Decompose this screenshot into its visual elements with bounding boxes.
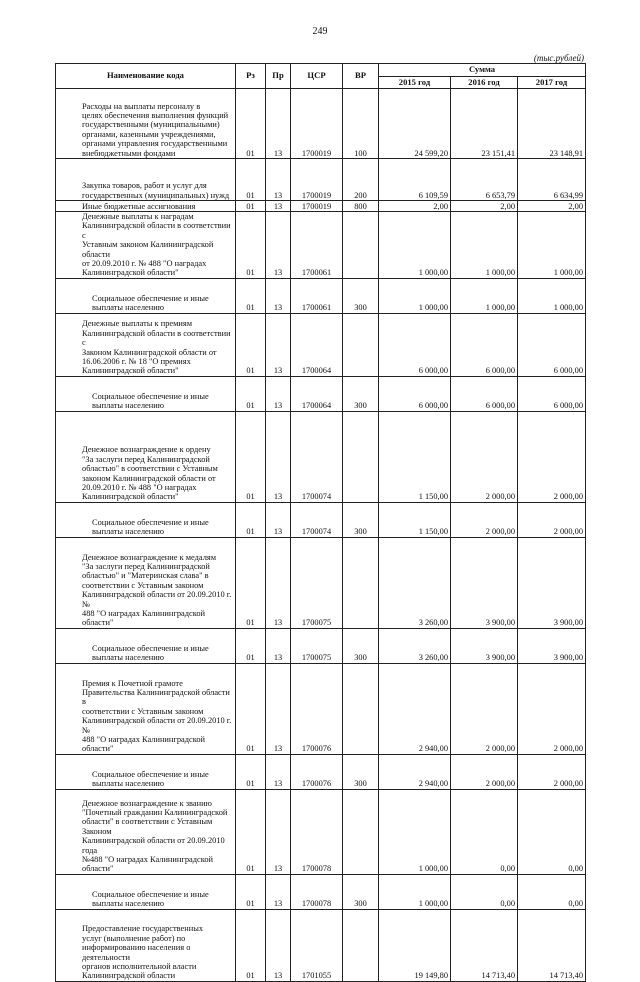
row-value-2016: 6 000,00 — [451, 376, 518, 411]
table-row — [56, 909, 586, 981]
units-label: (тыс.рублей) — [533, 53, 584, 63]
row-value-2017: 0,00 — [518, 874, 586, 909]
row-name: Социальное обеспечение и иные выплаты населению — [56, 376, 236, 411]
row-value-2016: 3 900,00 — [451, 537, 518, 628]
row-value-2015: 3 260,00 — [379, 628, 451, 663]
row-vr: 300 — [343, 278, 379, 313]
row-value-2016: 2 000,00 — [451, 663, 518, 754]
row-value-2015: 1 000,00 — [379, 212, 451, 279]
row-value-2017: 3 900,00 — [518, 537, 586, 628]
row-name: Денежное вознаграждение к ордену "За заслуги перед Калининградской областью" в соответствии с Уставным законом Калининградской области от 20.09.2010 г. № 488 "О наградах Калининградской области" — [56, 411, 236, 502]
header-rz: Рз — [236, 64, 266, 89]
row-value-2016: 6 653,79 — [451, 159, 518, 201]
row-vr: 300 — [343, 502, 379, 537]
row-pr: 13 — [266, 789, 291, 874]
row-pr: 13 — [266, 159, 291, 201]
row-rz: 01 — [236, 909, 266, 981]
table-row — [56, 313, 586, 376]
row-vr: 300 — [343, 376, 379, 411]
table-row — [56, 874, 586, 909]
row-vr — [343, 909, 379, 981]
table-row — [56, 537, 586, 628]
row-vr: 800 — [343, 201, 379, 212]
row-value-2017: 1 000,00 — [518, 212, 586, 279]
row-name: Социальное обеспечение и иные выплаты населению — [56, 874, 236, 909]
row-name: Социальное обеспечение и иные выплаты населению — [56, 278, 236, 313]
row-pr: 13 — [266, 201, 291, 212]
row-value-2017: 2,00 — [518, 201, 586, 212]
row-value-2016: 1 000,00 — [451, 212, 518, 279]
row-value-2016: 1 000,00 — [451, 278, 518, 313]
row-value-2016: 14 713,40 — [451, 909, 518, 981]
row-name: Премия к Почетной грамоте Правительства Калининградской области в соответствии с Уставным законом Калининградской области от 20.09.2010 г. № 488 "О наградах Калининградской области" — [56, 663, 236, 754]
row-pr: 13 — [266, 212, 291, 279]
row-value-2017: 2 000,00 — [518, 754, 586, 789]
row-name: Социальное обеспечение и иные выплаты населению — [56, 628, 236, 663]
row-vr: 200 — [343, 159, 379, 201]
row-name: Денежное вознаграждение к медалям "За заслуги перед Калининградской областью" и "Материнская слава" в соответствии с Уставным законом Калининградской области от 20.09.2010 г. № 488 "О наградах Калининградской области" — [56, 537, 236, 628]
table-row — [56, 376, 586, 411]
row-value-2017: 2 000,00 — [518, 411, 586, 502]
row-value-2017: 6 000,00 — [518, 376, 586, 411]
table-row — [56, 754, 586, 789]
row-rz: 01 — [236, 201, 266, 212]
row-csr: 1700075 — [291, 537, 343, 628]
page-number: 249 — [312, 26, 328, 37]
row-pr: 13 — [266, 628, 291, 663]
row-rz: 01 — [236, 537, 266, 628]
header-name: Наименование кода — [56, 64, 236, 89]
row-name: Социальное обеспечение и иные выплаты населению — [56, 502, 236, 537]
row-name: Расходы на выплаты персоналу в целях обеспечения выполнения функций государственными (муниципальными) органами, казенными учреждениями, органами управления государственными внебюджетными фондами — [56, 89, 236, 159]
row-value-2017: 14 713,40 — [518, 909, 586, 981]
row-csr: 1700064 — [291, 376, 343, 411]
row-csr: 1700078 — [291, 874, 343, 909]
row-csr: 1700061 — [291, 212, 343, 279]
row-value-2016: 2 000,00 — [451, 502, 518, 537]
row-rz: 01 — [236, 628, 266, 663]
row-value-2017: 2 000,00 — [518, 663, 586, 754]
table-row — [56, 502, 586, 537]
table-row — [56, 201, 586, 212]
row-value-2016: 2 000,00 — [451, 754, 518, 789]
table-row — [56, 159, 586, 201]
row-rz: 01 — [236, 376, 266, 411]
row-csr: 1700076 — [291, 754, 343, 789]
row-name: Закупка товаров, работ и услуг для государственных (муниципальных) нужд — [56, 159, 236, 201]
row-value-2016: 0,00 — [451, 789, 518, 874]
row-value-2016: 6 000,00 — [451, 313, 518, 376]
row-csr: 1700019 — [291, 89, 343, 159]
row-csr: 1700061 — [291, 278, 343, 313]
row-csr: 1700076 — [291, 663, 343, 754]
row-vr: 300 — [343, 754, 379, 789]
row-vr — [343, 537, 379, 628]
table-row — [56, 628, 586, 663]
row-csr: 1700019 — [291, 201, 343, 212]
row-pr: 13 — [266, 909, 291, 981]
row-pr: 13 — [266, 89, 291, 159]
header-2015: 2015 год — [379, 77, 451, 89]
header-pr: Пр — [266, 64, 291, 89]
row-rz: 01 — [236, 159, 266, 201]
row-value-2015: 2,00 — [379, 201, 451, 212]
row-rz: 01 — [236, 789, 266, 874]
header-vr: ВР — [343, 64, 379, 89]
row-name: Предоставление государственных услуг (выполнение работ) по информированию населения о деятельности органов исполнительной власти Калининградской области — [56, 909, 236, 981]
row-csr: 1700064 — [291, 313, 343, 376]
row-value-2015: 19 149,80 — [379, 909, 451, 981]
row-vr — [343, 789, 379, 874]
row-pr: 13 — [266, 663, 291, 754]
row-rz: 01 — [236, 663, 266, 754]
row-vr: 300 — [343, 628, 379, 663]
row-value-2016: 3 900,00 — [451, 628, 518, 663]
row-vr — [343, 663, 379, 754]
header-csr: ЦСР — [291, 64, 343, 89]
table-row — [56, 411, 586, 502]
row-name: Социальное обеспечение и иные выплаты населению — [56, 754, 236, 789]
row-value-2015: 2 940,00 — [379, 663, 451, 754]
row-csr: 1701055 — [291, 909, 343, 981]
row-value-2015: 1 150,00 — [379, 411, 451, 502]
row-value-2015: 24 599,20 — [379, 89, 451, 159]
row-rz: 01 — [236, 278, 266, 313]
row-csr: 1700019 — [291, 159, 343, 201]
row-rz: 01 — [236, 502, 266, 537]
row-pr: 13 — [266, 874, 291, 909]
row-value-2015: 3 260,00 — [379, 537, 451, 628]
row-vr — [343, 313, 379, 376]
row-vr — [343, 411, 379, 502]
row-pr: 13 — [266, 411, 291, 502]
header-2016: 2016 год — [451, 77, 518, 89]
table-row — [56, 663, 586, 754]
row-value-2017: 2 000,00 — [518, 502, 586, 537]
table-row — [56, 89, 586, 159]
row-value-2017: 0,00 — [518, 789, 586, 874]
row-rz: 01 — [236, 313, 266, 376]
row-pr: 13 — [266, 376, 291, 411]
table-row — [56, 278, 586, 313]
row-rz: 01 — [236, 212, 266, 279]
header-sum: Сумма — [379, 64, 586, 77]
row-value-2017: 6 634,99 — [518, 159, 586, 201]
row-value-2015: 1 150,00 — [379, 502, 451, 537]
row-value-2015: 1 000,00 — [379, 278, 451, 313]
row-pr: 13 — [266, 278, 291, 313]
row-value-2017: 6 000,00 — [518, 313, 586, 376]
row-pr: 13 — [266, 754, 291, 789]
row-value-2015: 1 000,00 — [379, 874, 451, 909]
row-csr: 1700075 — [291, 628, 343, 663]
row-value-2015: 2 940,00 — [379, 754, 451, 789]
row-value-2017: 23 148,91 — [518, 89, 586, 159]
row-value-2016: 2 000,00 — [451, 411, 518, 502]
table-body — [56, 89, 586, 982]
row-pr: 13 — [266, 313, 291, 376]
row-pr: 13 — [266, 537, 291, 628]
row-rz: 01 — [236, 754, 266, 789]
row-csr: 1700074 — [291, 411, 343, 502]
row-value-2017: 1 000,00 — [518, 278, 586, 313]
row-csr: 1700074 — [291, 502, 343, 537]
header-2017: 2017 год — [518, 77, 586, 89]
row-name: Денежные выплаты к премиям Калининградской области в соответствии с Законом Калининградской области от 16.06.2006 г. № 18 "О премиях Калининградской области" — [56, 313, 236, 376]
row-vr: 300 — [343, 874, 379, 909]
table-row — [56, 212, 586, 279]
row-value-2015: 6 109,59 — [379, 159, 451, 201]
row-value-2017: 3 900,00 — [518, 628, 586, 663]
row-csr: 1700078 — [291, 789, 343, 874]
row-rz: 01 — [236, 411, 266, 502]
row-name: Денежные выплаты к наградам Калининградской области в соответствии с Уставным законом Калининградской области от 20.09.2010 г. № 488 "О наградах Калининградской области" — [56, 212, 236, 279]
row-name: Денежное вознаграждение к званию "Почетный гражданин Калининградской области" в соответствии с Уставным Законом Калининградской области от 20.09.2010 года №488 "О наградах Калининградской области" — [56, 789, 236, 874]
row-vr — [343, 212, 379, 279]
row-value-2016: 0,00 — [451, 874, 518, 909]
row-vr: 100 — [343, 89, 379, 159]
row-name: Иные бюджетные ассигнования — [56, 201, 236, 212]
row-value-2015: 1 000,00 — [379, 789, 451, 874]
row-value-2016: 23 151,41 — [451, 89, 518, 159]
budget-table — [55, 63, 586, 982]
table-row — [56, 789, 586, 874]
row-rz: 01 — [236, 874, 266, 909]
row-rz: 01 — [236, 89, 266, 159]
row-value-2015: 6 000,00 — [379, 313, 451, 376]
row-pr: 13 — [266, 502, 291, 537]
row-value-2015: 6 000,00 — [379, 376, 451, 411]
row-value-2016: 2,00 — [451, 201, 518, 212]
